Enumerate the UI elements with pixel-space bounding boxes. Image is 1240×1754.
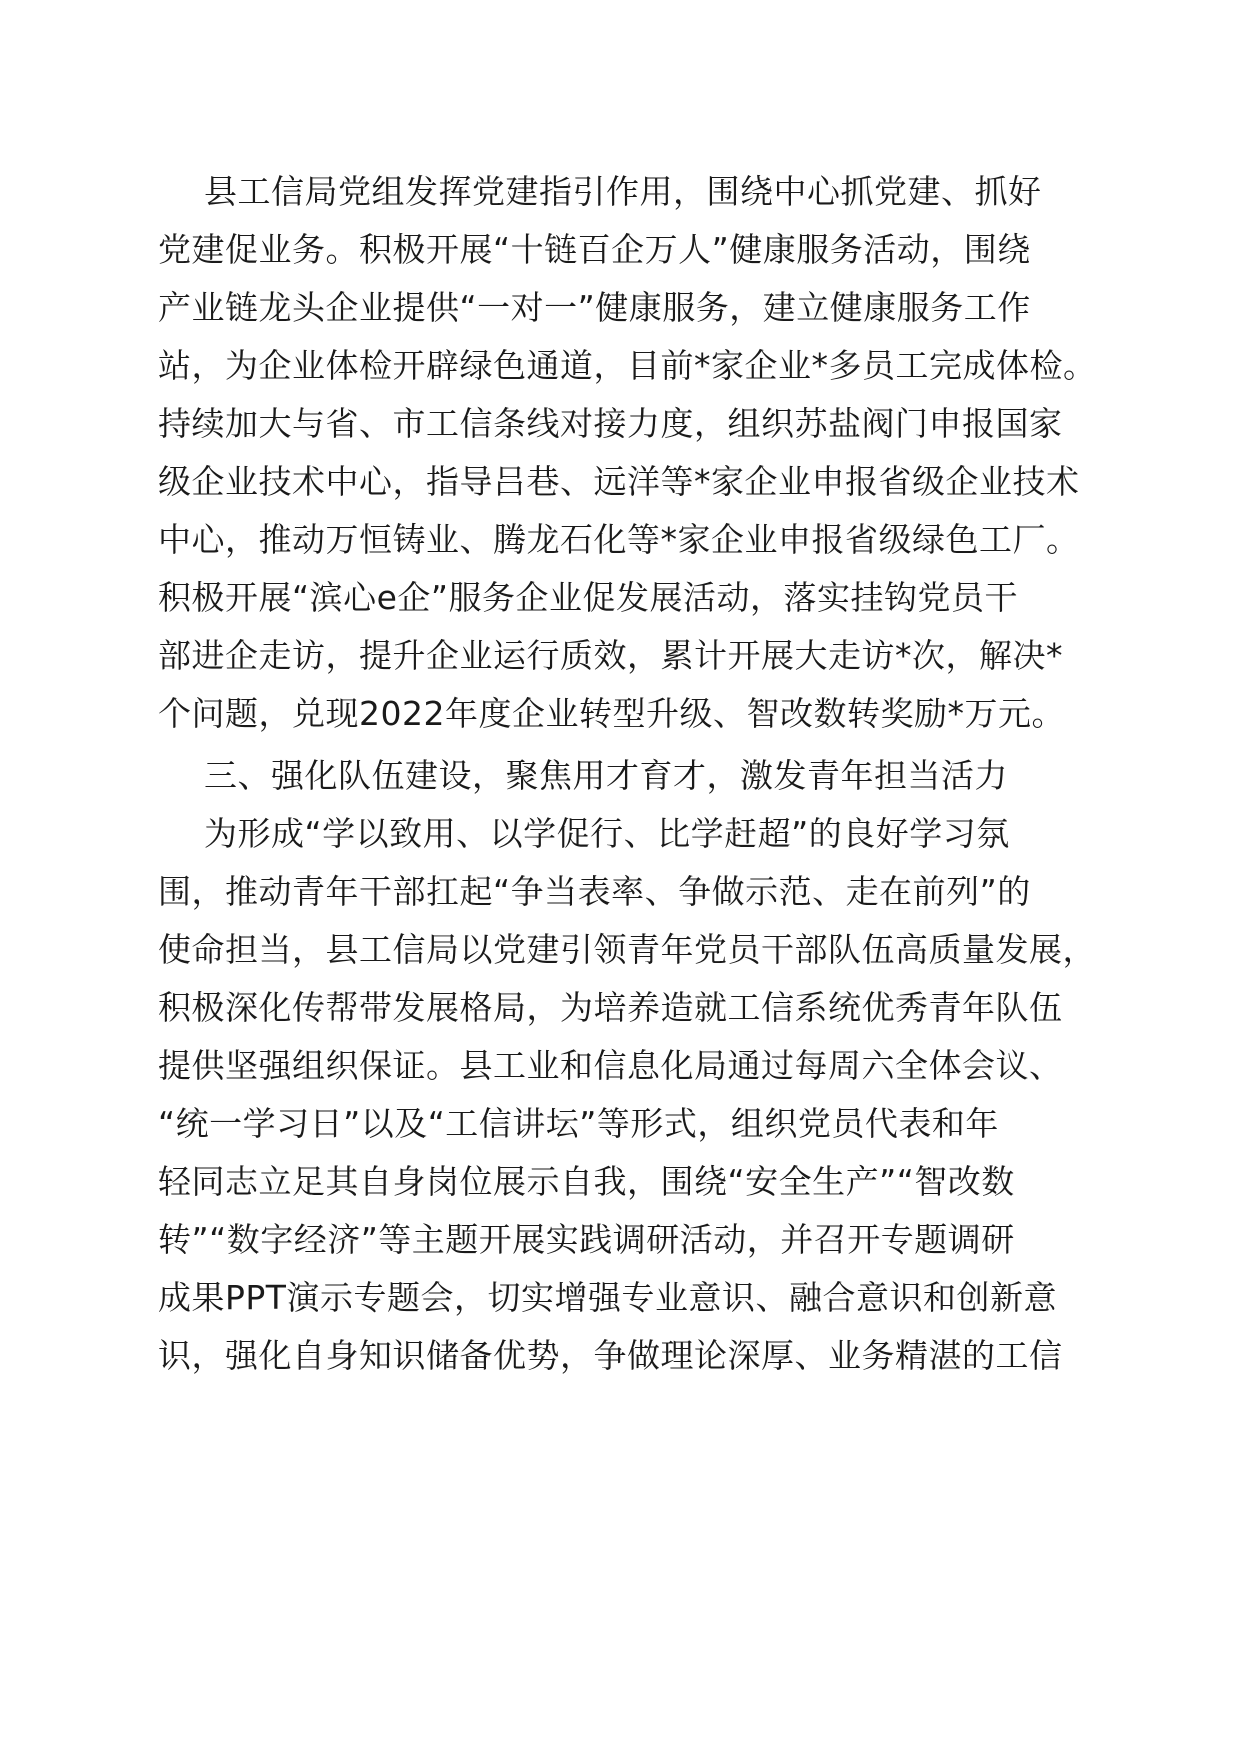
paragraph-1-line-3: 产业链龙头企业提供“一对一”健康服务，建立健康服务工作	[158, 288, 1031, 327]
paragraph-2-line-2: 围，推动青年干部扛起“争当表率、争做示范、走在前列”的	[158, 872, 1031, 911]
paragraph-2-line-4: 积极深化传帮带发展格局，为培养造就工信系统优秀青年队伍	[158, 988, 1063, 1027]
paragraph-2-line-10: 识，强化自身知识储备优势，争做理论深厚、业务精湛的工信	[158, 1336, 1063, 1375]
paragraph-1-line-7: 中心，推动万恒铸业、腾龙石化等*家企业申报省级绿色工厂。	[158, 520, 1080, 559]
paragraph-1-line-9: 部进企走访，提升企业运行质效，累计开展大走访*次，解决*	[158, 636, 1063, 675]
paragraph-1-line-4: 站，为企业体检开辟绿色通道，目前*家企业*多员工完成体检。	[158, 346, 1097, 385]
paragraph-2-line-8: 转”“数字经济”等主题开展实践调研活动，并召开专题调研	[158, 1220, 1015, 1259]
section-heading-3: 三、强化队伍建设，聚焦用才育才，激发青年担当活力	[204, 756, 1008, 795]
paragraph-1-line-1: 县工信局党组发挥党建指引作用，围绕中心抓党建、抓好	[204, 172, 1042, 211]
paragraph-1-line-8: 积极开展“滨心e企”服务企业促发展活动，落实挂钩党员干	[158, 578, 1018, 617]
paragraph-1-line-10: 个问题，兑现2022年度企业转型升级、智改数转奖励*万元。	[158, 694, 1065, 733]
paragraph-2-line-9: 成果PPT演示专题会，切实增强专业意识、融合意识和创新意	[158, 1278, 1057, 1317]
paragraph-1-line-2: 党建促业务。积极开展“十链百企万人”健康服务活动，围绕	[158, 230, 1031, 269]
paragraph-1-line-5: 持续加大与省、市工信条线对接力度，组织苏盐阀门申报国家	[158, 404, 1063, 443]
paragraph-2-line-6: “统一学习日”以及“工信讲坛”等形式，组织党员代表和年	[158, 1104, 999, 1143]
paragraph-2-line-3: 使命担当，县工信局以党建引领青年党员干部队伍高质量发展，	[158, 930, 1096, 969]
paragraph-2-line-1: 为形成“学以致用、以学促行、比学赶超”的良好学习氛	[204, 814, 1010, 853]
paragraph-2-line-5: 提供坚强组织保证。县工业和信息化局通过每周六全体会议、	[158, 1046, 1063, 1085]
paragraph-2-line-7: 轻同志立足其自身岗位展示自我，围绕“安全生产”“智改数	[158, 1162, 1015, 1201]
paragraph-1-line-6: 级企业技术中心，指导吕巷、远洋等*家企业申报省级企业技术	[158, 462, 1080, 501]
